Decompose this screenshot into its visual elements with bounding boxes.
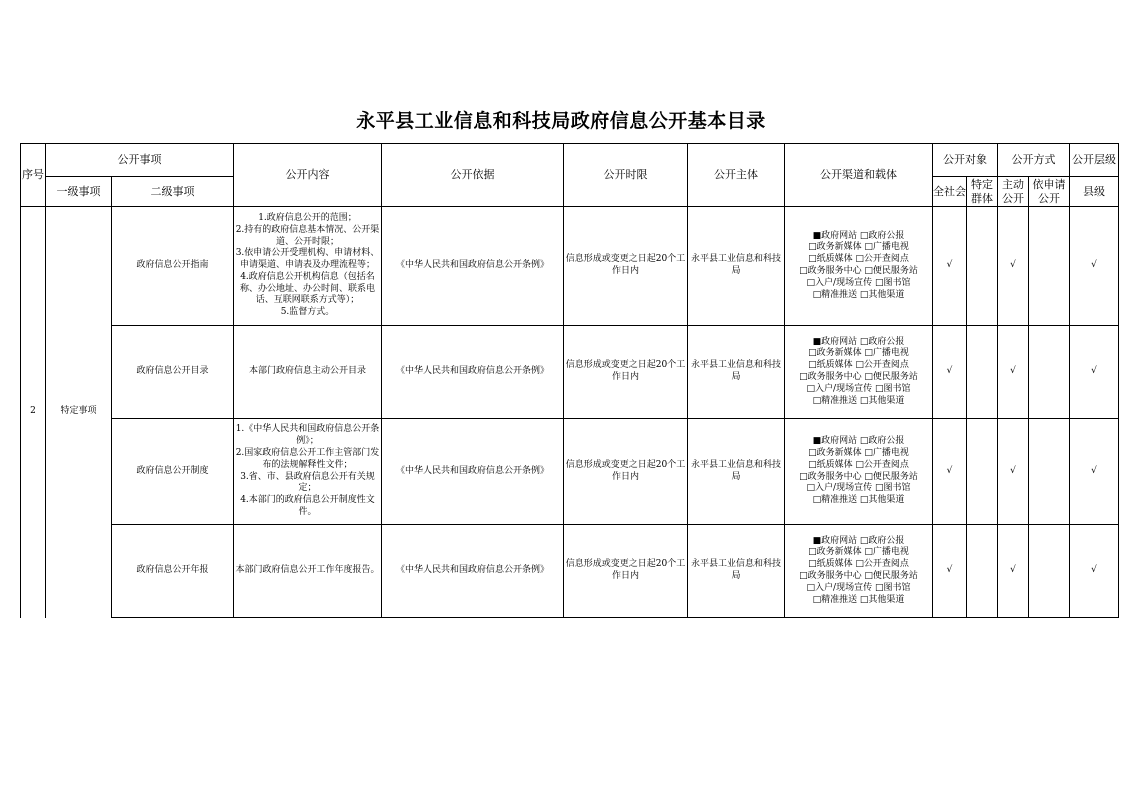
- check-county: √: [1070, 525, 1119, 618]
- header-time: 公开时限: [564, 144, 688, 207]
- channel-option-line: □政务服务中心 □便民服务站: [799, 266, 918, 276]
- channel-option-line: □政务服务中心 □便民服务站: [799, 571, 918, 581]
- check-group: [967, 525, 998, 618]
- header-level2: 二级事项: [112, 177, 234, 207]
- channel-option-line: □精准推送 □其他渠道: [812, 594, 905, 605]
- row-content: 本部门政府信息主动公开目录: [234, 326, 382, 419]
- check-active: √: [998, 525, 1029, 618]
- header-matter: 公开事项: [46, 144, 234, 177]
- channel-option-line: □入户/现场宣传 □图书馆: [806, 383, 911, 394]
- row-channel: [785, 525, 933, 618]
- check-request: [1029, 525, 1070, 618]
- row-subject: 永平县工业信息和科技局: [688, 419, 785, 525]
- row-subject: 永平县工业信息和科技局: [688, 525, 785, 618]
- channel-option-line: ■政府网站 □政府公报: [812, 336, 905, 347]
- row-channel: [785, 419, 933, 525]
- row-level2: 政府信息公开年报: [112, 525, 234, 618]
- check-county: √: [1070, 207, 1119, 326]
- check-all: √: [933, 525, 967, 618]
- header-method-request: 依申请公开: [1029, 177, 1070, 207]
- channel-option-line: ■政府网站 □政府公报: [812, 230, 905, 241]
- row-subject: 永平县工业信息和科技局: [688, 326, 785, 419]
- row-subject: 永平县工业信息和科技局: [688, 207, 785, 326]
- channel-option-line: □精准推送 □其他渠道: [812, 495, 905, 506]
- channel-option-line: □精准推送 □其他渠道: [812, 395, 905, 406]
- check-all: √: [933, 419, 967, 525]
- header-seq: 序号: [21, 144, 46, 207]
- row-basis: 《中华人民共和国政府信息公开条例》: [382, 525, 564, 618]
- row-level1: 特定事项: [46, 207, 112, 618]
- header-row-1: [21, 144, 1119, 177]
- table-row: [21, 525, 1119, 618]
- row-level2: 政府信息公开目录: [112, 326, 234, 419]
- channel-option-line: □纸质媒体 □公开查阅点: [808, 360, 909, 371]
- check-request: [1029, 207, 1070, 326]
- channel-option-line: □纸质媒体 □公开查阅点: [808, 254, 909, 265]
- header-subject: 公开主体: [688, 144, 785, 207]
- table-row: [21, 207, 1119, 326]
- channel-option-line: □入户/现场宣传 □图书馆: [806, 582, 911, 593]
- row-basis: 《中华人民共和国政府信息公开条例》: [382, 419, 564, 525]
- row-level2: 政府信息公开指南: [112, 207, 234, 326]
- row-seq: 2: [21, 207, 46, 618]
- channel-option-line: □政务新媒体 □广播电视: [808, 447, 909, 458]
- row-content: 1.政府信息公开的范围； 2.持有的政府信息基本情况、公开渠道、公开时限； 3.依申请公开受理机构、申请材料、申请渠道、申请表及办理流程等； 4.政府信息公开机构信息（包括名称、办公地址、办公时间、联系电话、互联网联系方式等）； 5.监督方式。: [234, 207, 382, 326]
- row-time: 信息形成或变更之日起20个工作日内: [564, 207, 688, 326]
- channel-option-line: □入户/现场宣传 □图书馆: [806, 277, 911, 288]
- channel-option-line: □纸质媒体 □公开查阅点: [808, 559, 909, 570]
- header-level1: 一级事项: [46, 177, 112, 207]
- document-title: 永平县工业信息和科技局政府信息公开基本目录: [356, 110, 766, 132]
- row-basis: 《中华人民共和国政府信息公开条例》: [382, 207, 564, 326]
- check-group: [967, 326, 998, 419]
- table-row: [21, 419, 1119, 525]
- channel-option-line: ■政府网站 □政府公报: [812, 535, 905, 546]
- header-content: 公开内容: [234, 144, 382, 207]
- header-target: 公开对象: [933, 144, 998, 177]
- row-channel: [785, 207, 933, 326]
- directory-table: [20, 143, 1119, 618]
- header-target-all: 全社会: [933, 177, 967, 207]
- check-county: √: [1070, 419, 1119, 525]
- check-group: [967, 207, 998, 326]
- row-time: 信息形成或变更之日起20个工作日内: [564, 525, 688, 618]
- header-target-group: 特定群体: [967, 177, 998, 207]
- channel-option-line: □精准推送 □其他渠道: [812, 289, 905, 300]
- row-level2: 政府信息公开制度: [112, 419, 234, 525]
- channel-option-line: □入户/现场宣传 □图书馆: [806, 483, 911, 494]
- check-all: √: [933, 326, 967, 419]
- table-row: [21, 326, 1119, 419]
- row-content: 本部门政府信息公开工作年度报告。: [234, 525, 382, 618]
- check-request: [1029, 326, 1070, 419]
- check-county: √: [1070, 326, 1119, 419]
- header-method-active: 主动公开: [998, 177, 1029, 207]
- header-level: 公开层级: [1070, 144, 1119, 177]
- check-request: [1029, 419, 1070, 525]
- check-active: √: [998, 207, 1029, 326]
- row-channel: [785, 326, 933, 419]
- check-active: √: [998, 326, 1029, 419]
- row-content: 1.《中华人民共和国政府信息公开条例》； 2.国家政府信息公开工作主管部门发布的法规解释性文件； 3.省、市、县政府信息公开有关规定； 4.本部门的政府信息公开制度性文件。: [234, 419, 382, 525]
- header-method: 公开方式: [998, 144, 1070, 177]
- channel-option-line: □政务新媒体 □广播电视: [808, 348, 909, 359]
- channel-option-line: □纸质媒体 □公开查阅点: [808, 459, 909, 470]
- channel-option-line: □政务新媒体 □广播电视: [808, 242, 909, 253]
- channel-option-line: □政务服务中心 □便民服务站: [799, 471, 918, 482]
- header-channel: 公开渠道和载体: [785, 144, 933, 207]
- header-basis: 公开依据: [382, 144, 564, 207]
- row-time: 信息形成或变更之日起20个工作日内: [564, 419, 688, 525]
- header-level-county: 县级: [1070, 177, 1119, 207]
- row-time: 信息形成或变更之日起20个工作日内: [564, 326, 688, 419]
- check-all: √: [933, 207, 967, 326]
- check-group: [967, 419, 998, 525]
- check-active: √: [998, 419, 1029, 525]
- row-basis: 《中华人民共和国政府信息公开条例》: [382, 326, 564, 419]
- channel-option-line: ■政府网站 □政府公报: [812, 436, 905, 447]
- channel-option-line: □政务新媒体 □广播电视: [808, 547, 909, 558]
- channel-option-line: □政务服务中心 □便民服务站: [799, 372, 918, 382]
